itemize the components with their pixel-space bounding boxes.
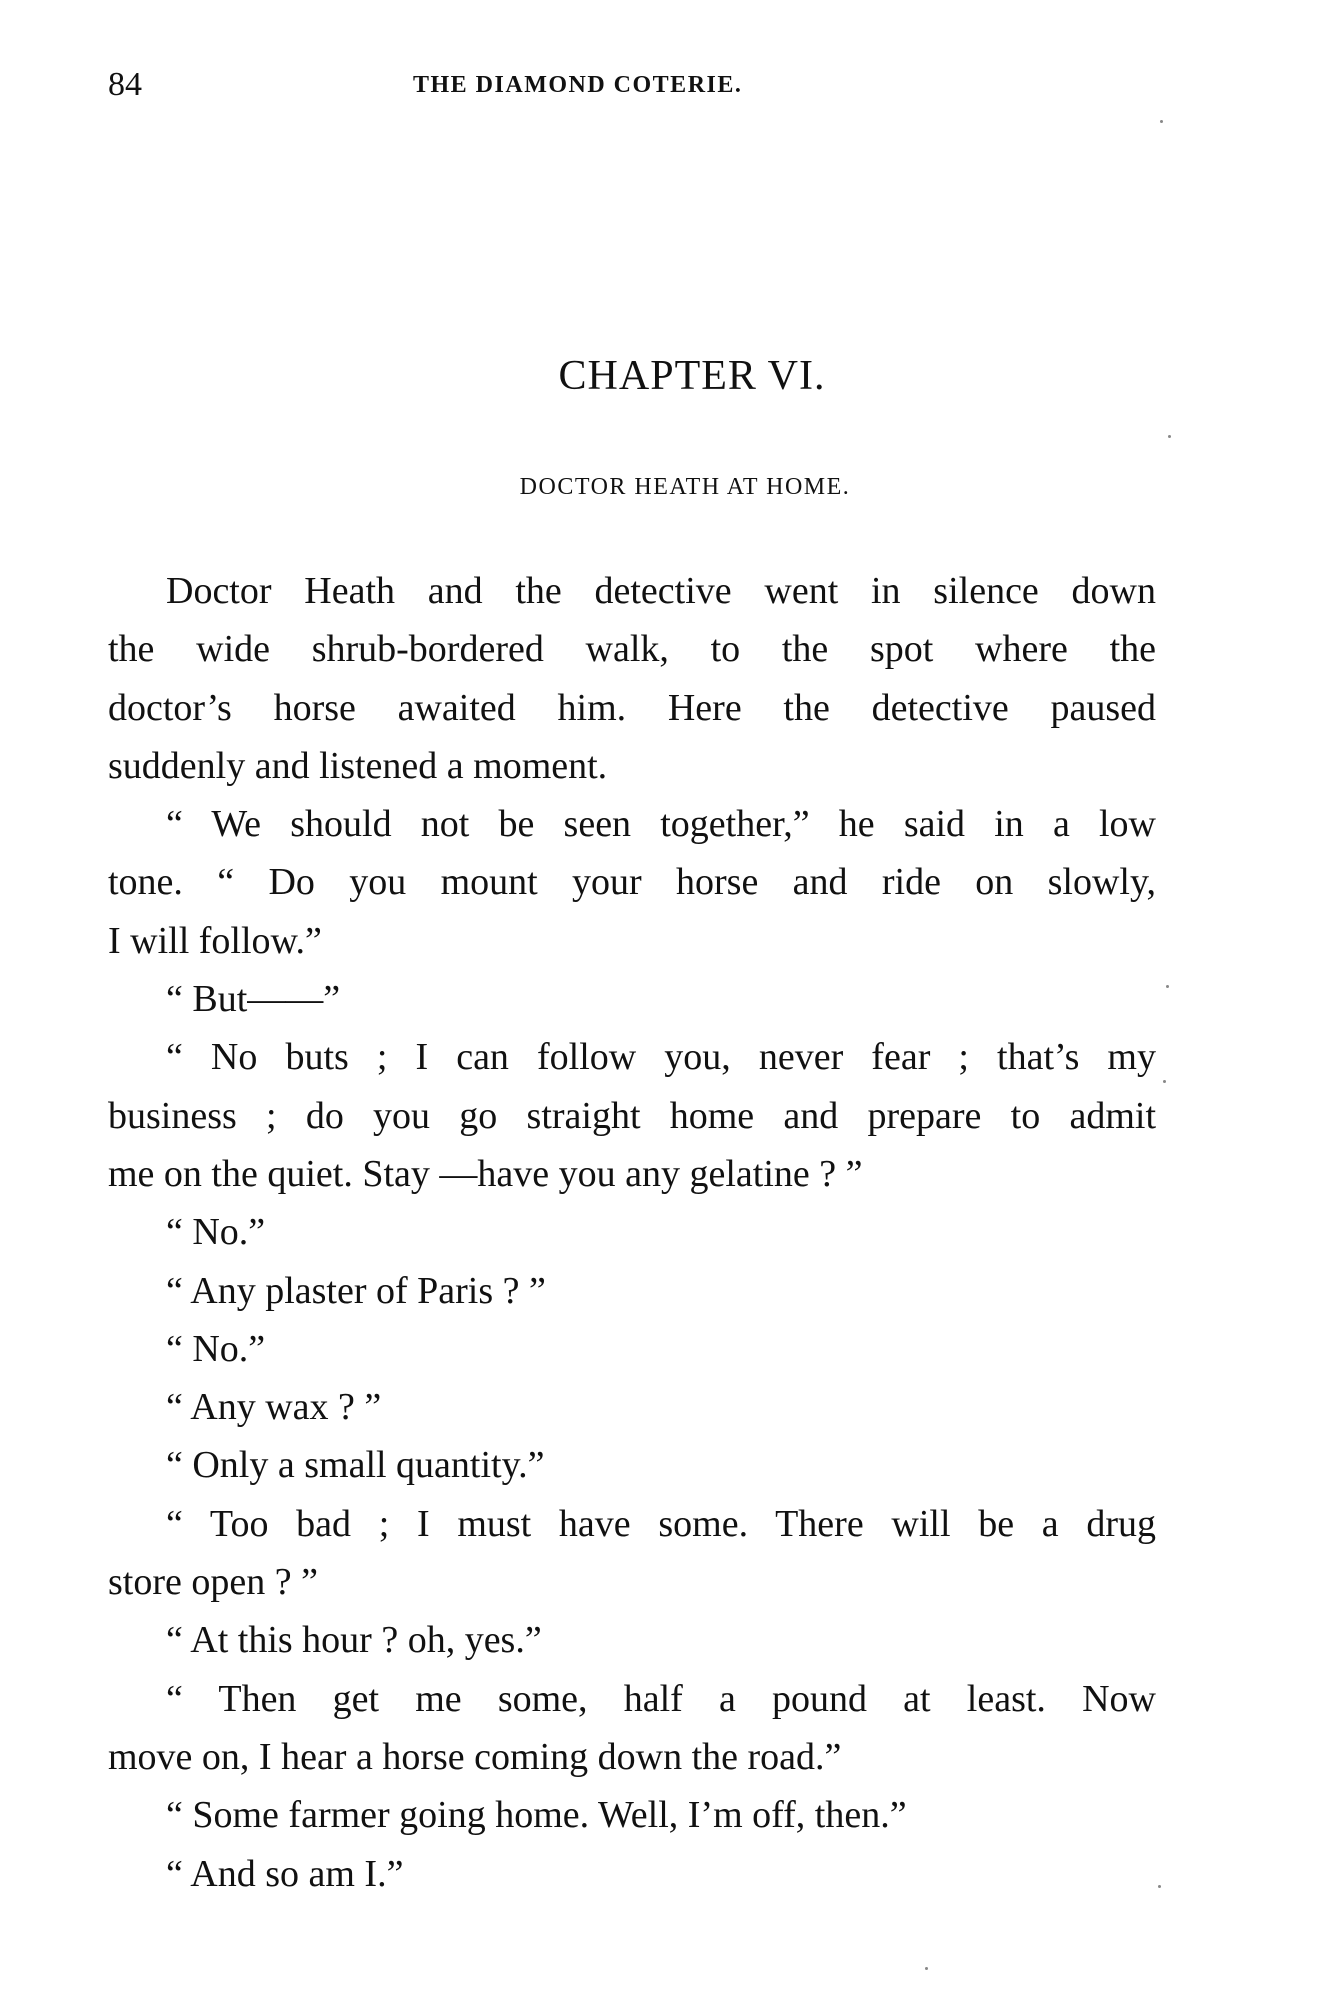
text-line: Doctor Heath and the detective went in silence down [166, 570, 1156, 612]
chapter-body [108, 562, 1156, 1903]
text-line: “ Then get me some, half a pound at least. Now [166, 1677, 1156, 1720]
text-line: “ Only a small quantity.” [166, 1444, 545, 1487]
scan-speck [1163, 1080, 1166, 1083]
text-line: “ Any plaster of Paris ? ” [166, 1269, 546, 1312]
scan-speck [925, 1967, 928, 1970]
text-line: “ And so am I.” [166, 1852, 404, 1895]
running-header [108, 66, 1158, 106]
text-line: business ; do you go straight home and prepare to admit [108, 1094, 1156, 1137]
scan-speck [1168, 435, 1171, 438]
text-line: store open ? ” [108, 1561, 318, 1604]
scan-speck [1160, 120, 1163, 123]
text-line: me on the quiet. Stay —have you any gelatine ? ” [108, 1152, 863, 1195]
text-line: “ Some farmer going home. Well, I’m off, then.” [166, 1794, 907, 1837]
text-line: “ No buts ; I can follow you, never fear ; that’s my [166, 1036, 1156, 1079]
text-line: the wide shrub-bordered walk, to the spot where the [108, 628, 1156, 671]
text-line: suddenly and listened a moment. [108, 744, 608, 787]
text-line: “ Any wax ? ” [166, 1386, 382, 1429]
text-line: I will follow.” [108, 919, 322, 962]
running-title: THE DIAMOND COTERIE. [413, 72, 743, 98]
text-line: “ No.” [166, 1327, 266, 1370]
text-line: move on, I hear a horse coming down the road.” [108, 1735, 842, 1778]
text-line: “ No.” [166, 1211, 266, 1254]
text-line: “ But——” [166, 978, 341, 1021]
text-line: tone. “ Do you mount your horse and ride on slowly, [108, 861, 1156, 904]
text-line: “ Too bad ; I must have some. There will be a drug [166, 1502, 1156, 1545]
chapter-title: CHAPTER VI. [558, 353, 826, 399]
chapter-subtitle: DOCTOR HEATH AT HOME. [519, 474, 851, 500]
text-line: “ At this hour ? oh, yes.” [166, 1619, 542, 1662]
scan-speck [1166, 985, 1169, 988]
text-line: “ We should not be seen together,” he said in a low [166, 803, 1156, 846]
page-number: 84 [108, 66, 142, 103]
scan-speck [1158, 1885, 1161, 1888]
text-line: doctor’s horse awaited him. Here the detective paused [108, 686, 1156, 729]
